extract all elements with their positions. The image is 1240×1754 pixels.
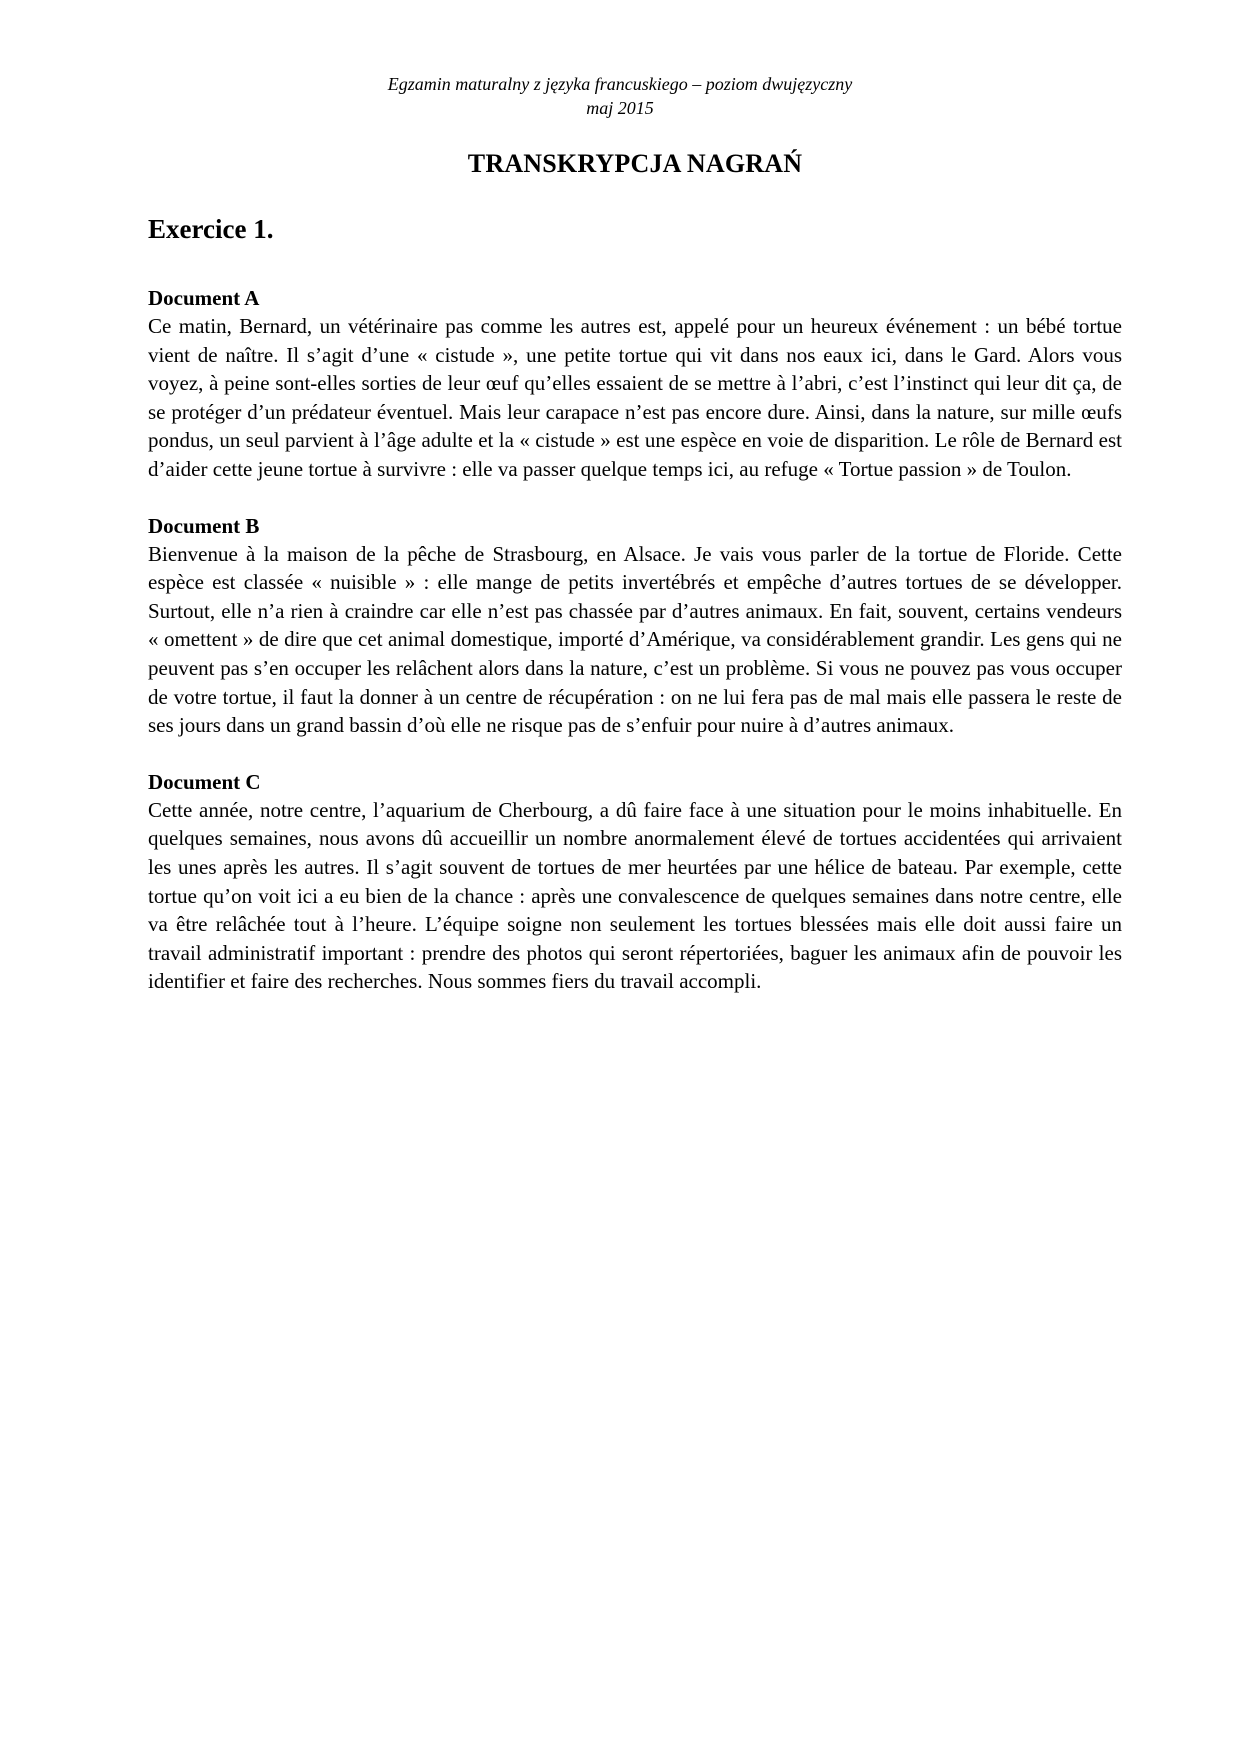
document-c-section <box>148 768 1122 996</box>
document-a-text: Ce matin, Bernard, un vétérinaire pas comme les autres est, appelé pour un heureux événement : un bébé tortue vient de naître. Il s’agit d’une « cistude », une petite tortue qui vit dans nos eaux ici, dans le Gard. Alors vous voyez, à peine sont-elles sorties de leur œuf qu’elles essaient de se mettre à l’abri, c’est l’instinct qui leur dit ça, de se protéger d’un prédateur éventuel. Mais leur carapace n’est pas encore dure. Ainsi, dans la nature, sur mille œufs pondus, un seul parvient à l’âge adulte et la « cistude » est une espèce en voie de disparition. Le rôle de Bernard est d’aider cette jeune tortue à survivre : elle va passer quelque temps ici, au refuge « Tortue passion » de Toulon. <box>148 314 1122 481</box>
header-exam-name: Egzamin maturalny z języka francuskiego – poziom dwujęzyczny <box>387 74 853 94</box>
document-b-text: Bienvenue à la maison de la pêche de Strasbourg, en Alsace. Je vais vous parler de la tortue de Floride. Cette espèce est classée « nuisible » : elle mange de petits invertébrés et empêche d’autres tortues de se développer. Surtout, elle n’a rien à craindre car elle n’est pas chassée par d’autres animaux. En fait, souvent, certains vendeurs « omettent » de dire que cet animal domestique, importé d’Amérique, va considérablement grandir. Les gens qui ne peuvent pas s’en occuper les relâchent alors dans la nature, c’est un problème. Si vous ne pouvez pas vous occuper de votre tortue, il faut la donner à un centre de récupération : on ne lui fera pas de mal mais elle passera le reste de ses jours dans un grand bassin d’où elle ne risque pas de s’enfuir pour nuire à d’autres animaux. <box>148 541 1122 738</box>
document-c-text: Cette année, notre centre, l’aquarium de Cherbourg, a dû faire face à une situation pour le moins inhabituelle. En quelques semaines, nous avons dû accueillir un nombre anormalement élevé de tortues accidentées qui arrivaient les unes après les autres. Il s’agit souvent de tortues de mer heurtées par une hélice de bateau. Par exemple, cette tortue qu’on voit ici a eu bien de la chance : après une convalescence de quelques semaines dans notre centre, elle va être relâchée tout à l’heure. L’équipe soigne non seulement les tortues blessées mais elle doit aussi faire un travail administratif important : prendre des photos qui seront répertoriées, baguer les animaux afin de pouvoir les identifier et faire des recherches. Nous sommes fiers du travail accompli. <box>148 797 1122 994</box>
running-header <box>0 72 1240 120</box>
transcript-content <box>148 284 1122 1024</box>
document-a-heading: Document A <box>148 286 260 310</box>
header-exam-date: maj 2015 <box>586 98 654 118</box>
document-a-section <box>148 284 1122 484</box>
document-b-section <box>148 512 1122 740</box>
page-title: TRANSKRYPCJA NAGRAŃ <box>467 149 803 178</box>
document-b-heading: Document B <box>148 513 260 538</box>
exercise-title: Exercice 1. <box>148 214 274 244</box>
document-c-heading: Document C <box>148 769 261 794</box>
